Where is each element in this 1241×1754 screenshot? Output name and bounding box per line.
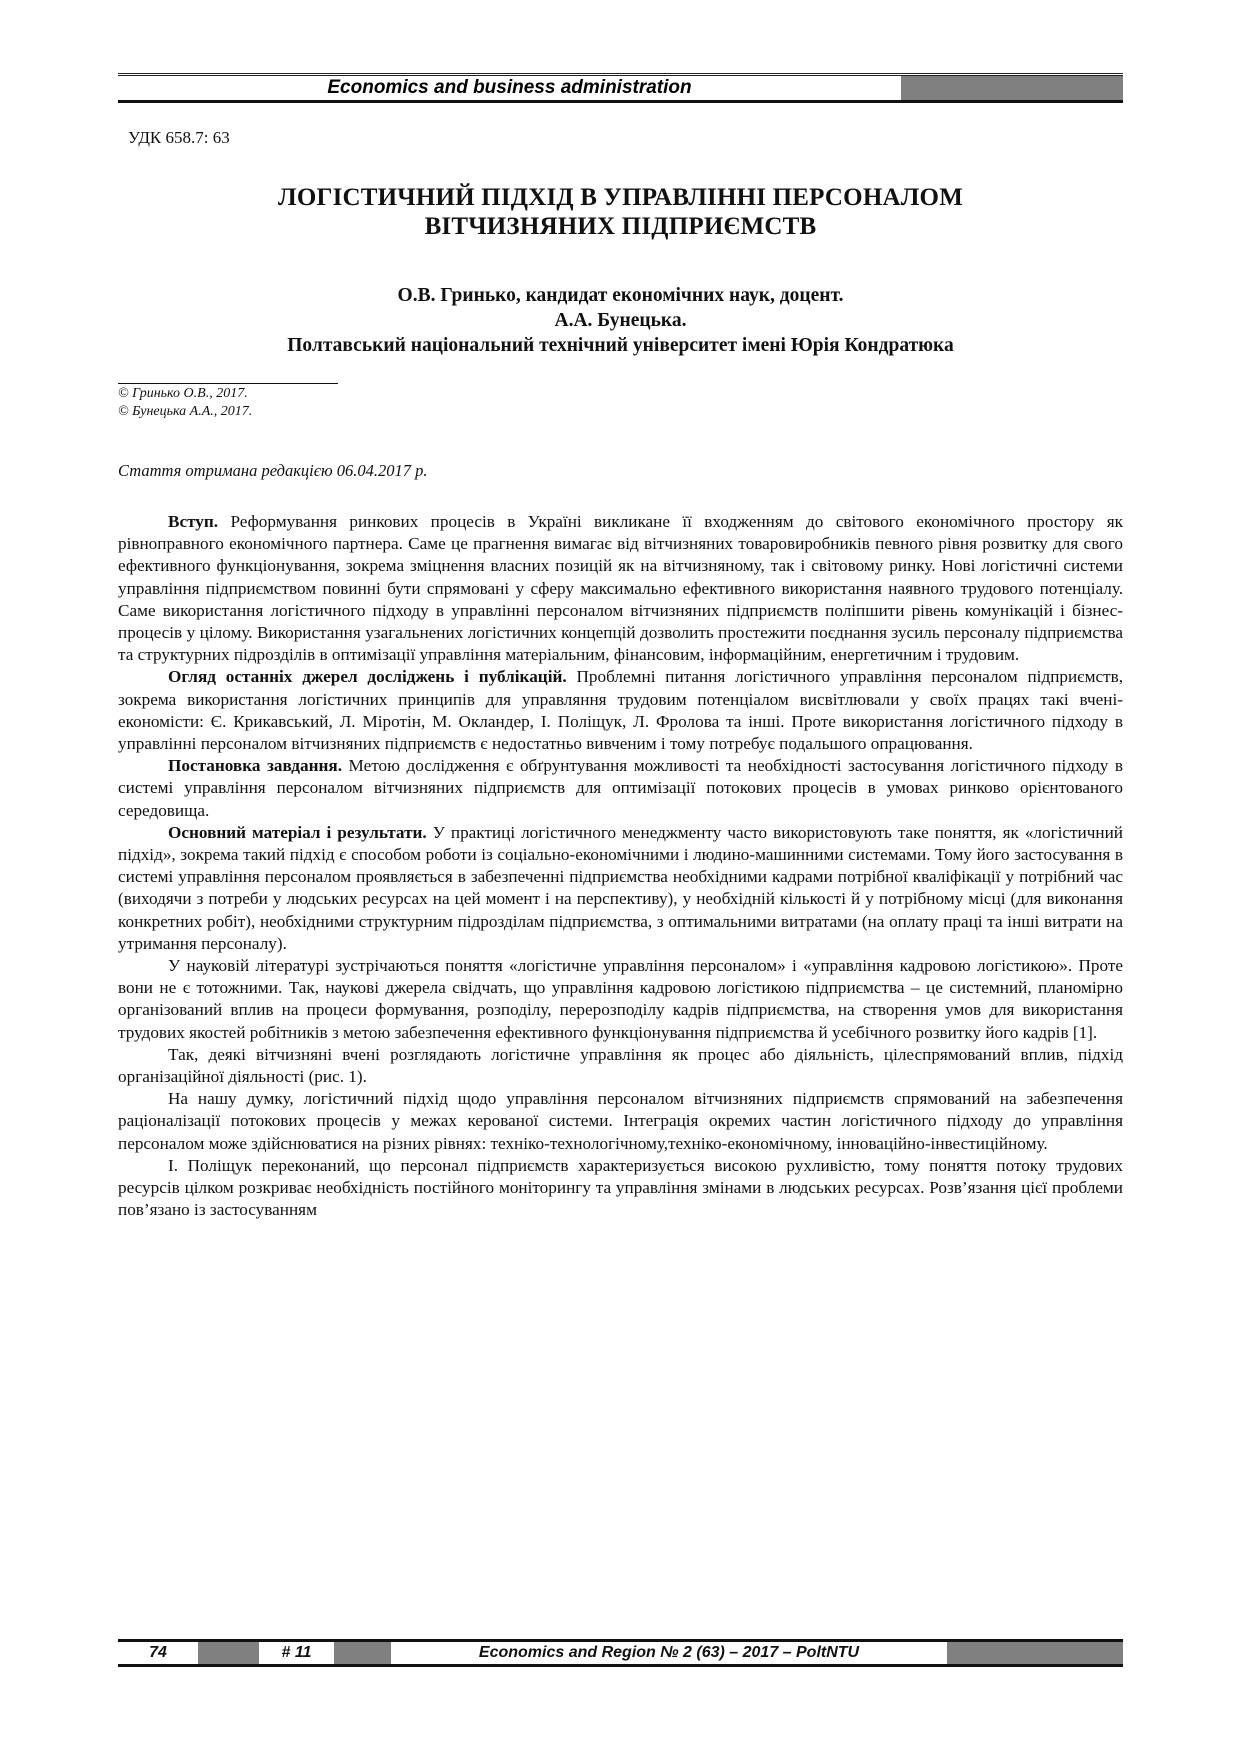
paragraph [118,1155,1123,1222]
author-1: О.В. Гринько, кандидат економічних наук, доцент. [397,285,844,306]
running-footer [118,1639,1123,1667]
copyright-notes [118,385,252,421]
paragraph-main-material [118,822,1123,955]
running-header [118,73,1123,103]
received-date: Стаття отримана редакцією 06.04.2017 р. [118,461,428,480]
copyright-2: © Бунецька А.А., 2017. [118,404,253,419]
paragraph-text: Реформування ринкових процесів в Україні викликане її входженням до світового економічного простору як рівноправного економічного партнера. Саме це прагнення вимагає від вітчизняних товаровиробників певного рівня розвитку для свого ефективного функціонування, зокрема зміцнення власних позицій як на вітчизняному, так і світовому ринку. Нові логістичні системи управління підприємством повинні бути спрямовані у сферу максимально ефективного використання наявного трудового потенціалу. Саме використання логістичного підходу в управлінні персоналом вітчизняних підприємств поліпшити рівень комунікацій і бізнес-процесів у цілому. Використання узагальнених логістичних концепцій дозволить простежити поєднання зусиль персоналу підприємства та структурних підрозділів в оптимізації управління матеріальним, фінансовим, інформаційним, енергетичним і трудовим. [118,512,1123,665]
author-2: А.А. Бунецька. [554,310,687,331]
paragraph-text: На нашу думку, логістичний підхід щодо управління персоналом вітчизняних підприємств спрямований на забезпечення раціоналізації потокових процесів у межах керованої системи. Інтеграція окремих частин логістичного підходу до управління персоналом може здійснюватися на різних рівнях: техніко-технологічному,техніко-економічному, інноваційно-інвестиційному. [118,1089,1123,1153]
article-title-line-2: ВІТЧИЗНЯНИХ ПІДПРИЄМСТВ [424,213,817,240]
paragraph-problem-statement [118,755,1123,822]
journal-citation: Economics and Region № 2 (63) – 2017 – PoltNTU [478,1644,860,1661]
header-gray-block [901,76,1123,100]
paragraph-lead: Огляд останніх джерел досліджень і публікацій. [168,667,567,687]
footer-gray-block [198,1642,259,1664]
author-block [128,283,1113,358]
affiliation: Полтавський національний технічний університет імені Юрія Кондратюка [287,335,954,356]
paragraph [118,1088,1123,1155]
journal-section-title: Economics and business administration [327,77,692,98]
paragraph-lead: Постановка завдання. [168,756,342,776]
paragraph-text: У науковій літературі зустрічаються поняття «логістичне управління персоналом» і «управління кадровою логістикою». Проте вони не є тотожними. Так, наукові джерела свідчать, що управління кадровою логістикою підприємства – це системний, планомірно організований вплив на процеси формування, розподілу, перерозподілу кадрів підприємства, на створення умов для використання трудових якостей робітників з метою забезпечення ефективного функціонування підприємства й усебічного розвитку його кадрів [1]. [118,956,1123,1042]
page-number: 74 [149,1644,167,1661]
udk-code: УДК 658.7: 63 [128,128,230,147]
paragraph-intro [118,511,1123,666]
paragraph-text: У практиці логістичного менеджменту часто використовують таке поняття, як «логістичний підхід», зокрема такий підхід є способом роботи із соціально-економічними і людино-машинними системами. Тому його застосування в системі управління персоналом проявляється в забезпеченні підприємства необхідними кадрами потрібної кваліфікації у потрібний час (виходячи з потреби у людських ресурсах на цей момент і на перспективу), у необхідній кількості й у потрібному місці (для виконання конкретних робіт), необхідними структурним підрозділам підприємства, з оптимальними витратами (на оплату праці та інші витрати на утримання персоналу). [118,822,1123,953]
paragraph [118,955,1123,1044]
paragraph-text: Метою дослідження є обґрунтування можливості та необхідності застосування логістичного підходу в системі управління персоналом вітчизняних підприємств для оптимізації потокових процесів в умовах ринково орієнтованого середовища. [118,756,1123,820]
article-title-line-1: ЛОГІСТИЧНИЙ ПІДХІД В УПРАВЛІННІ ПЕРСОНАЛОМ [278,184,963,211]
paragraph-text: Проблемні питання логістичного управління персоналом підприємств, зокрема використання логістичних принципів для управляння трудовим потенціалом висвітлювали у своїх працях такі вчені-економісти: Є. Крикавський, Л. Міротін, М. Окландер, І. Поліщук, Л. Фролова та інші. Проте використання логістичного підходу в управлінні персоналом вітчизняних підприємств є недостатньо вивченим і тому потребує подальшого опрацювання. [118,667,1123,754]
article-body [118,511,1123,1222]
footer-gray-block [334,1642,391,1664]
paragraph-literature-review [118,666,1123,755]
issue-number: # 11 [281,1644,312,1661]
footnote-divider [118,383,338,384]
paragraph-text: І. Поліщук переконаний, що персонал підприємств характеризується високою рухливістю, тому поняття потоку трудових ресурсів цілком розкриває необхідність постійного моніторингу та управління змінами в людських ресурсах. Розв’язання цієї проблеми пов’язано із застосуванням [118,1155,1123,1220]
footer-gray-block [947,1642,1123,1664]
paragraph-text: Так, деякі вітчизняні вчені розглядають логістичне управління як процес або діяльність, цілеспрямований вплив, підхід організаційної діяльності (рис. 1). [118,1044,1123,1087]
copyright-1: © Гринько О.В., 2017. [118,386,248,401]
article-title [128,183,1113,241]
paragraph-lead: Вступ. [168,512,219,531]
paragraph-lead: Основний матеріал і результати. [168,822,427,842]
paragraph [118,1044,1123,1088]
